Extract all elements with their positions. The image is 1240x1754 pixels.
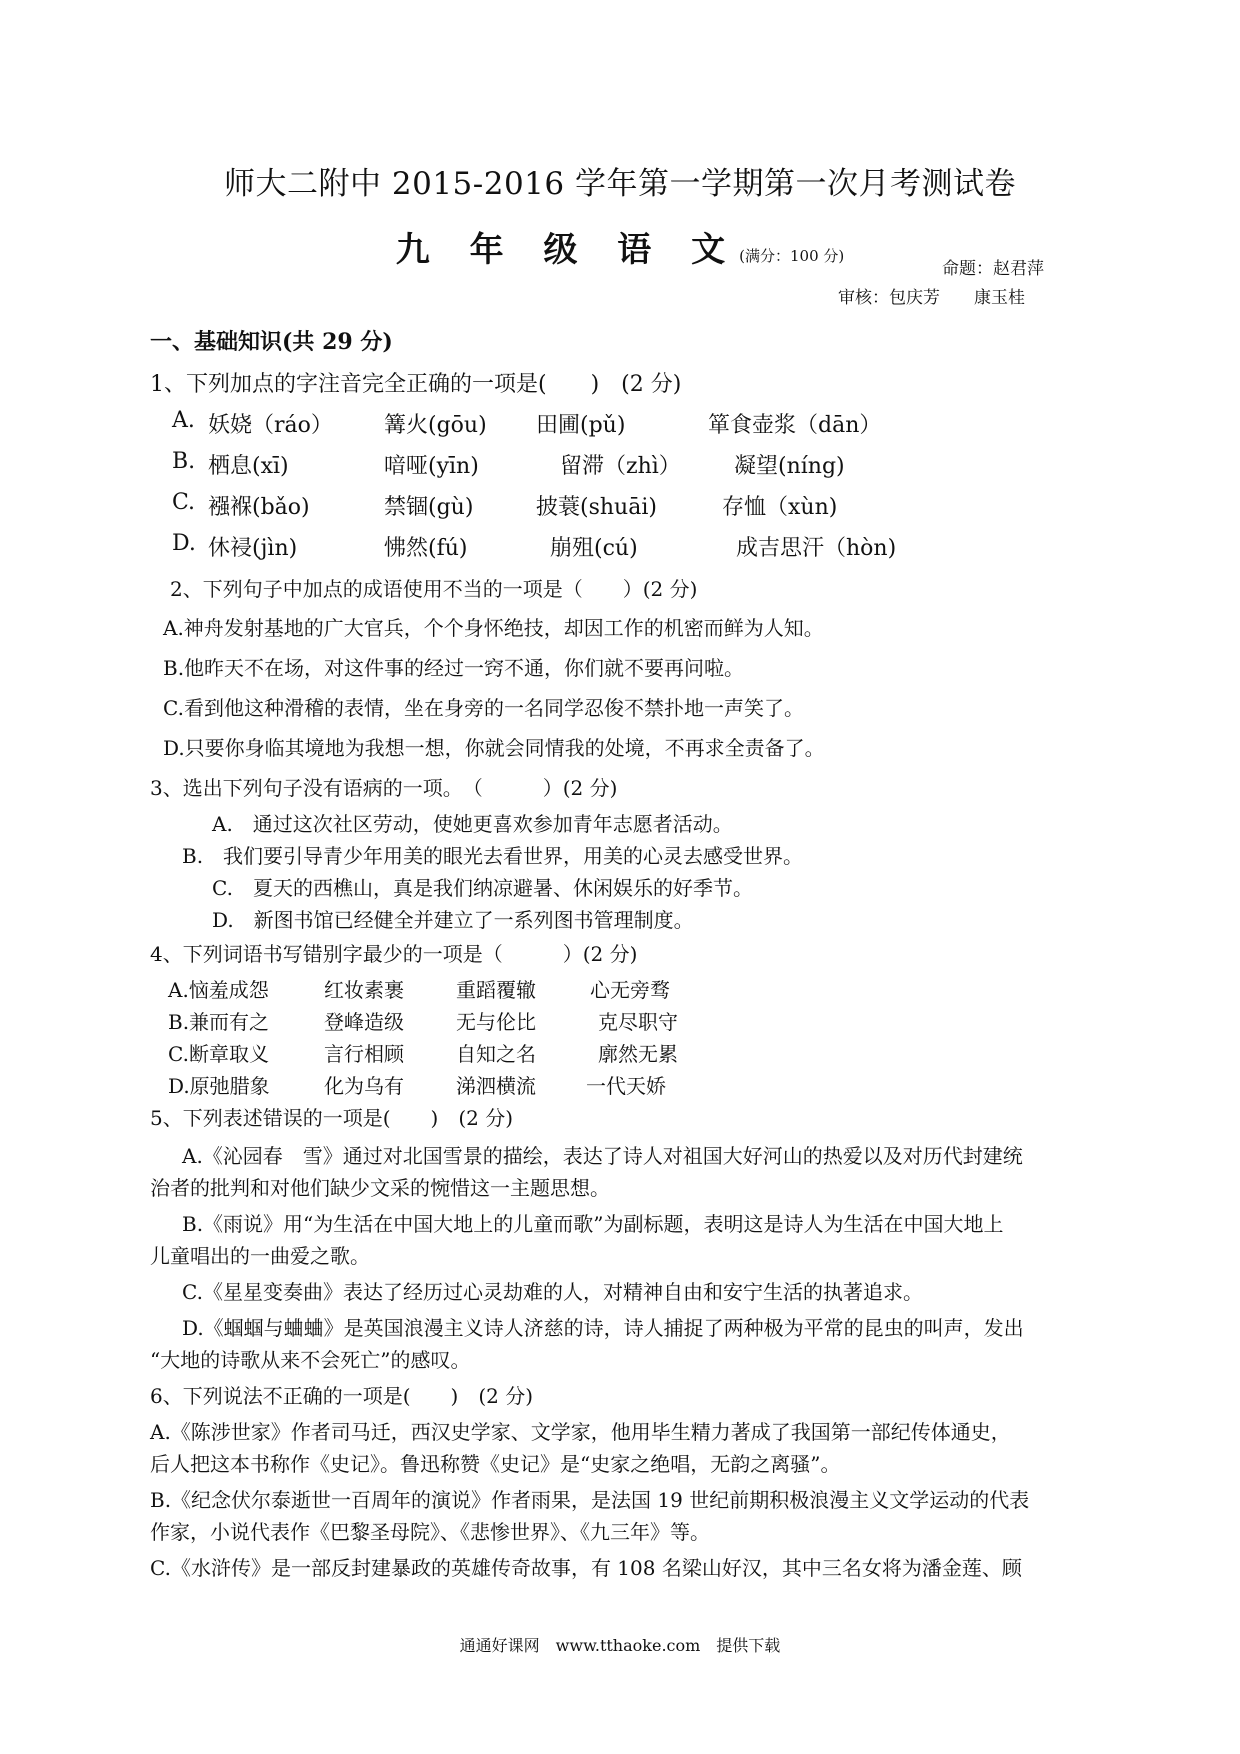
q4-cell: 化为乌有 <box>324 1074 404 1098</box>
q5-line: 儿童唱出的一曲爱之歌。 <box>150 1244 370 1268</box>
q6-line: 后人把这本书称作《史记》。鲁迅称赞《史记》是“史家之绝唱，无韵之离骚”。 <box>150 1452 841 1476</box>
q4-cell: 涕泗横流 <box>456 1074 536 1098</box>
question-3-stem: 3、选出下列句子没有语病的一项。 （ ）(2 分) <box>150 776 618 800</box>
q1-opt-word: 休祲(jìn) <box>208 536 298 561</box>
q5-line: D.《蝈蝈与蛐蛐》是英国浪漫主义诗人济慈的诗，诗人捕捉了两种极为平常的昆虫的叫声，发出 <box>182 1316 1024 1340</box>
q5-line: B.《雨说》用“为生活在中国大地上的儿童而歌”为副标题，表明这是诗人为生活在中国大地上 <box>182 1212 1004 1236</box>
question-4-stem: 4、下列词语书写错别字最少的一项是（ ）(2 分) <box>150 942 638 966</box>
subject-title: 九 年 级 语 文 <box>395 230 740 270</box>
section-heading: 一、基础知识(共 29 分) <box>150 329 393 355</box>
q4-cell: 重蹈覆辙 <box>456 978 536 1002</box>
q2-option: B.他昨天不在场，对这件事的经过一窍不通，你们就不要再问啦。 <box>163 656 745 680</box>
q3-option: D. 新图书馆已经健全并建立了一系列图书管理制度。 <box>212 908 694 932</box>
q4-cell: 登峰造级 <box>324 1010 404 1034</box>
q6-line: B.《纪念伏尔泰逝世一百周年的演说》作者雨果，是法国 19 世纪前期积极浪漫主义文学运动的代表 <box>150 1488 1030 1512</box>
q1-opt-word: 喑哑(yīn) <box>384 454 479 479</box>
exam-title: 师大二附中 2015-2016 学年第一学期第一次月考测试卷 <box>224 166 1016 202</box>
q1-opt-word: 栖息(xī) <box>208 454 289 479</box>
q4-cell: 心无旁骛 <box>590 978 670 1002</box>
setter-line: 命题：赵君萍 <box>942 259 1044 279</box>
question-1-stem: 1、下列加点的字注音完全正确的一项是( ) (2 分) <box>150 372 682 397</box>
q1-opt-word: 存恤（xùn) <box>722 495 838 520</box>
q4-cell: 言行相顾 <box>324 1042 404 1066</box>
q4-cell: C.断章取义 <box>168 1042 269 1066</box>
q1-opt-word: 成吉思汗（hòn) <box>736 536 897 561</box>
q3-option: B. 我们要引导青少年用美的眼光去看世界，用美的心灵去感受世界。 <box>182 844 804 868</box>
q1-opt-letter: A. <box>172 408 195 433</box>
q1-opt-word: 怫然(fú) <box>384 536 468 561</box>
q4-cell: A.恼羞成怨 <box>168 978 269 1002</box>
question-5-stem: 5、下列表述错误的一项是( ) (2 分) <box>150 1106 514 1130</box>
q4-cell: 无与伦比 <box>456 1010 536 1034</box>
question-2-stem: 2、下列句子中加点的成语使用不当的一项是（ ）(2 分) <box>170 577 698 601</box>
q1-opt-word: 留滞（zhì） <box>560 454 681 479</box>
q4-cell: B.兼而有之 <box>168 1010 270 1034</box>
q4-cell: 克尽职守 <box>598 1010 678 1034</box>
q4-cell: D.原弛腊象 <box>168 1074 270 1098</box>
q4-cell: 红妆素裹 <box>324 978 404 1002</box>
q2-option: C.看到他这种滑稽的表情，坐在身旁的一名同学忍俊不禁扑地一声笑了。 <box>163 696 804 720</box>
q1-opt-word: 田圃(pǔ) <box>536 413 626 438</box>
subject-heading <box>0 222 1240 271</box>
q5-line: 治者的批判和对他们缺少文采的惋惜这一主题思想。 <box>150 1176 610 1200</box>
q1-opt-word: 披蓑(shuāi) <box>536 495 657 520</box>
q1-opt-word: 禁锢(gù) <box>384 495 474 520</box>
q1-opt-word: 崩殂(cú) <box>550 536 638 561</box>
q6-line: A.《陈涉世家》作者司马迁，西汉史学家、文学家，他用毕生精力著成了我国第一部纪传体通史， <box>150 1420 1011 1444</box>
q1-opt-letter: D. <box>172 531 196 556</box>
q6-line: 作家，小说代表作《巴黎圣母院》、《悲惨世界》、《九三年》等。 <box>150 1520 710 1544</box>
q3-option: C. 夏天的西樵山，真是我们纳凉避暑、休闲娱乐的好季节。 <box>212 876 753 900</box>
q4-cell: 自知之名 <box>456 1042 536 1066</box>
q2-option: D.只要你身临其境地为我想一想，你就会同情我的处境，不再求全责备了。 <box>163 736 825 760</box>
q1-opt-word: 凝望(níng) <box>734 454 845 479</box>
q5-line: “大地的诗歌从来不会死亡”的感叹。 <box>150 1348 471 1372</box>
q5-line: A.《沁园春 雪》通过对北国雪景的描绘，表达了诗人对祖国大好河山的热爱以及对历代封建统 <box>182 1144 1023 1168</box>
q1-opt-word: 襁褓(bǎo) <box>208 495 310 520</box>
q2-option: A.神舟发射基地的广大官兵，个个身怀绝技，却因工作的机密而鲜为人知。 <box>163 616 824 640</box>
q1-opt-letter: C. <box>172 490 196 515</box>
q4-cell: 一代天娇 <box>586 1074 666 1098</box>
q6-line: C.《水浒传》是一部反封建暴政的英雄传奇故事，有 108 名梁山好汉，其中三名女将为潘金莲、顾 <box>150 1556 1022 1580</box>
reviewer-line: 审核：包庆芳 康玉桂 <box>838 288 1025 308</box>
q4-cell: 廓然无累 <box>598 1042 678 1066</box>
footer-credit: 通通好课网 www.tthaoke.com 提供下载 <box>459 1636 781 1655</box>
q1-opt-word: 箪食壶浆（dān） <box>708 413 882 438</box>
q3-option: A. 通过这次社区劳动，使她更喜欢参加青年志愿者活动。 <box>212 812 733 836</box>
q1-opt-letter: B. <box>172 449 196 474</box>
full-score: (满分：100 分) <box>739 247 845 265</box>
q1-opt-word: 篝火(gōu) <box>384 413 487 438</box>
q1-opt-word: 妖娆（ráo） <box>208 413 333 438</box>
q5-line: C.《星星变奏曲》表达了经历过心灵劫难的人，对精神自由和安宁生活的执著追求。 <box>182 1280 923 1304</box>
question-6-stem: 6、下列说法不正确的一项是( ) (2 分) <box>150 1384 534 1408</box>
